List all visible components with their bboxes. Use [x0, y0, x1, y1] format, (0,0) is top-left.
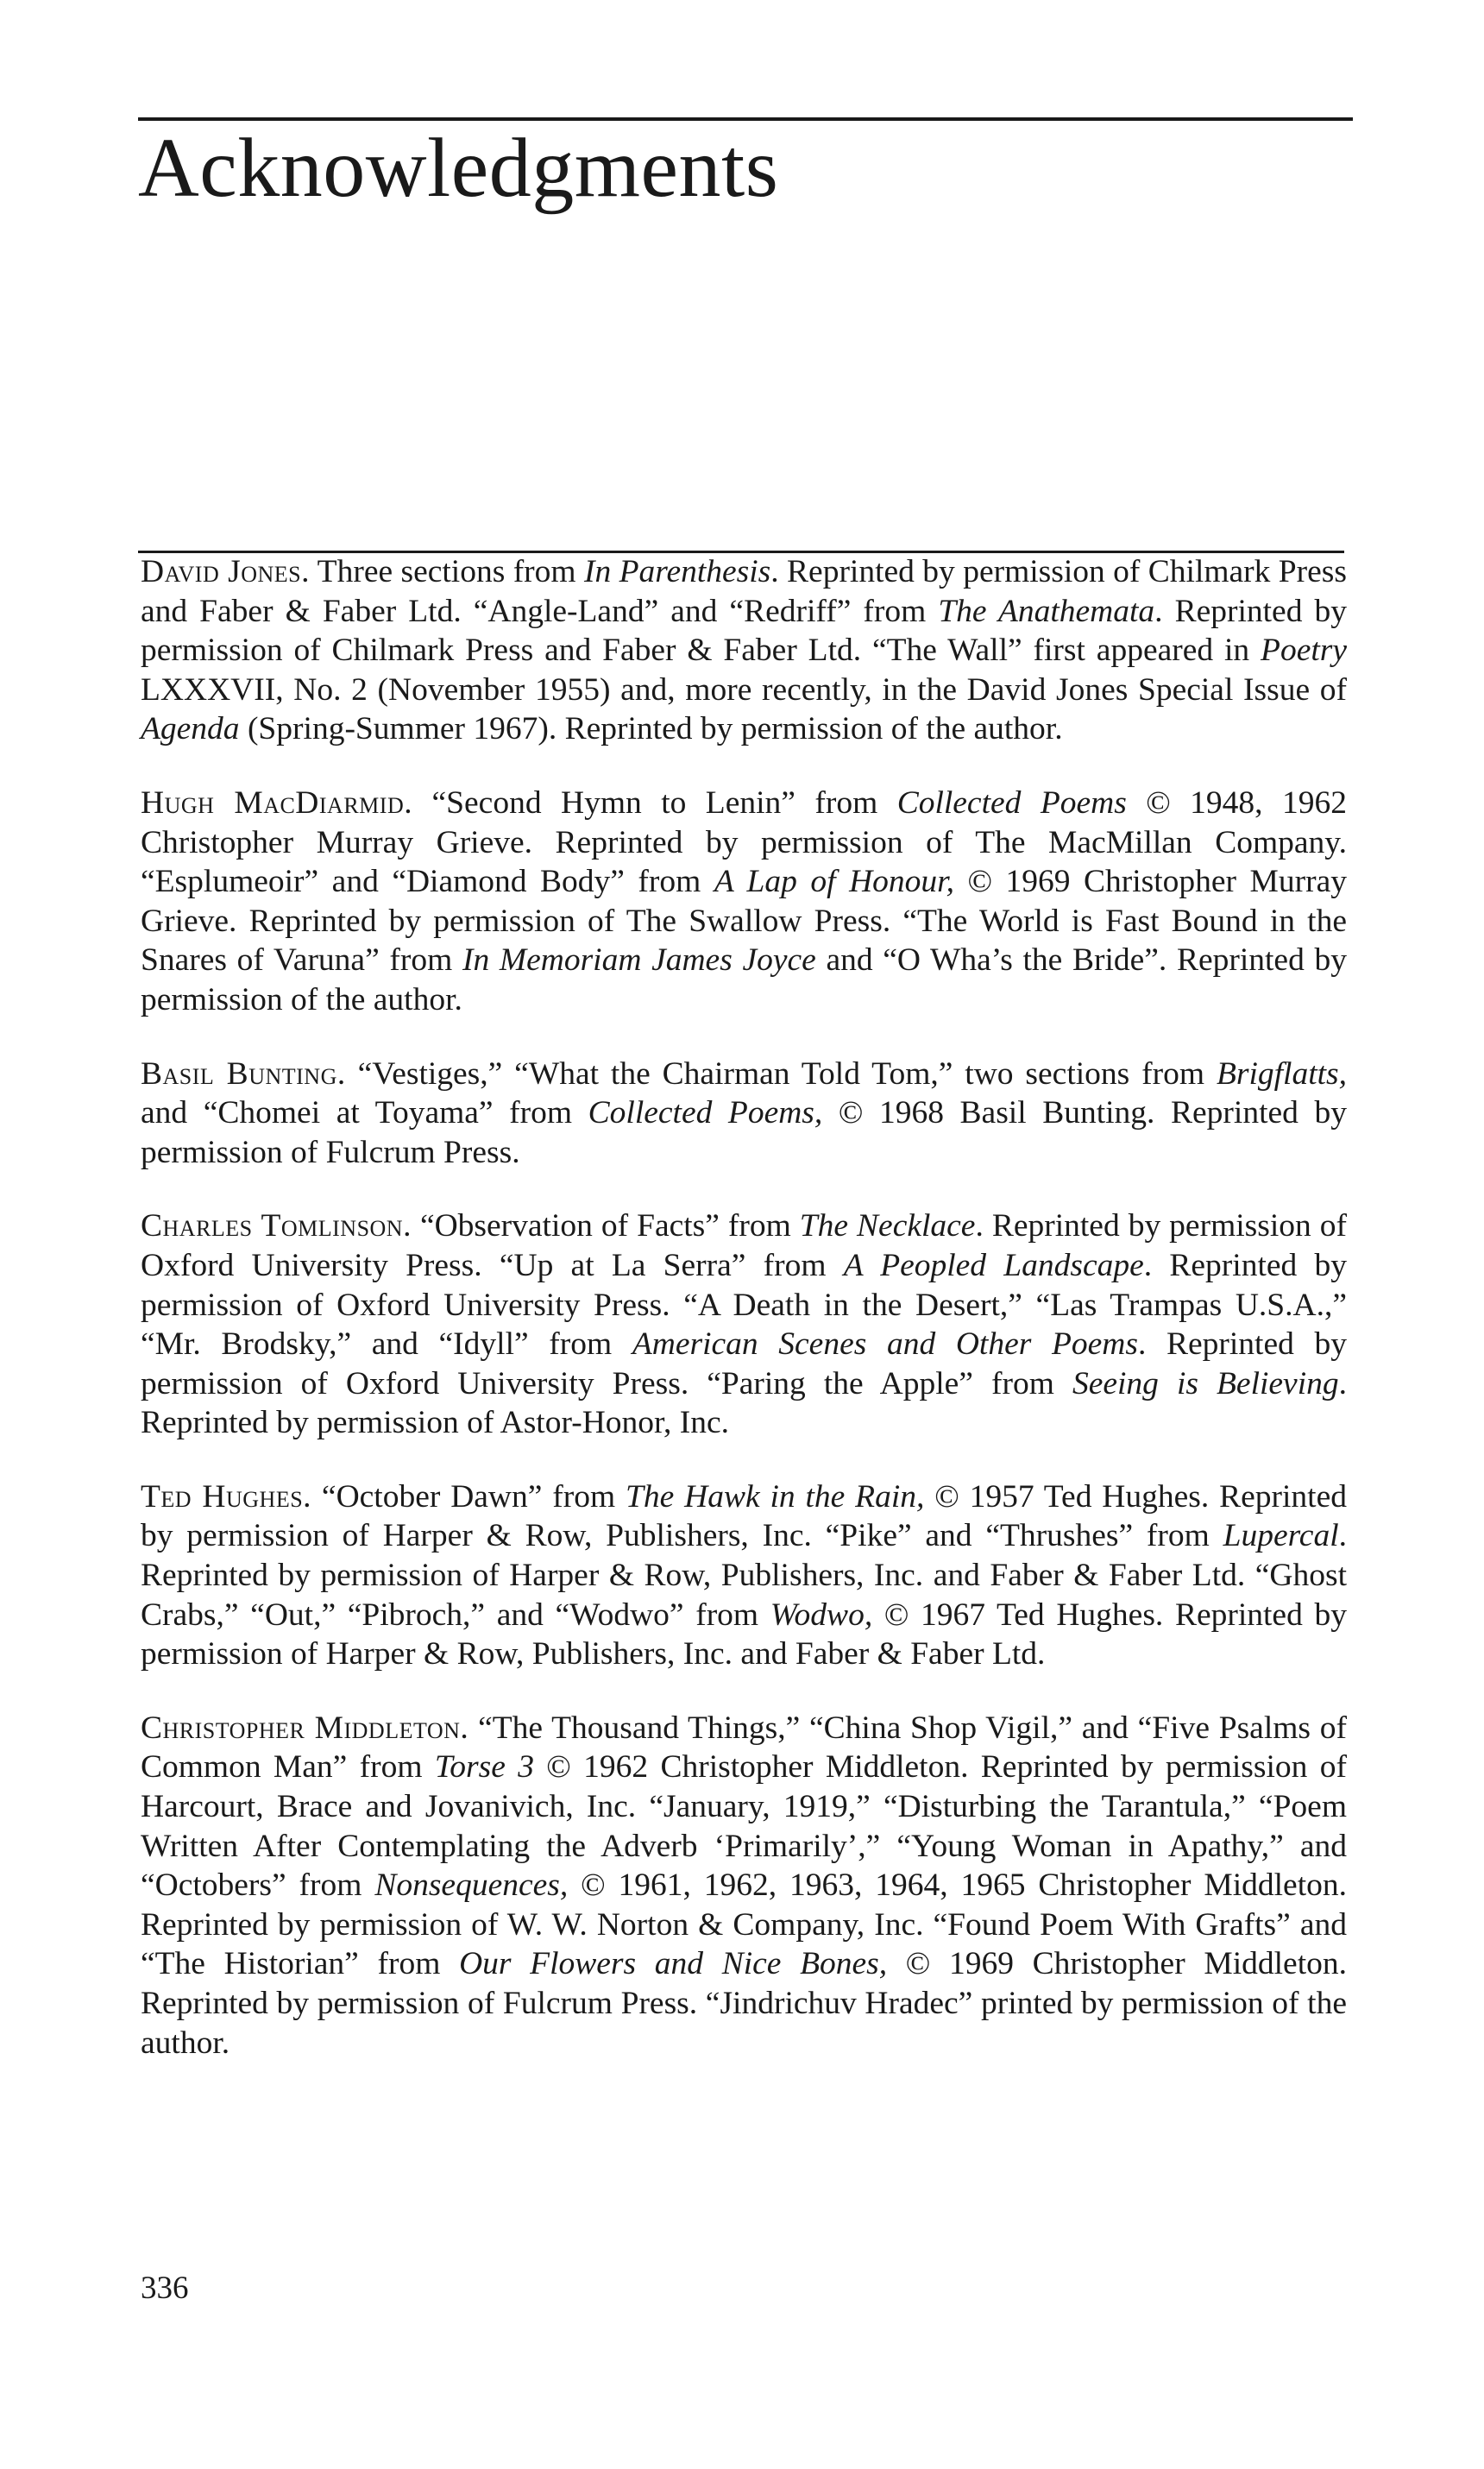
entry-text: © 1968 Basil Bunting. Reprinted by permission of Fulcrum Press.	[141, 1095, 1347, 1170]
work-title: Wodwo,	[770, 1597, 873, 1633]
entry-text: © 1969 Christopher Middleton. Reprinted by permission of Fulcrum Press. “Jindrichuv Hradec” printed by permission of the author.	[141, 1946, 1347, 2061]
work-title: Lupercal	[1223, 1518, 1339, 1554]
entry-text: and “O Wha’s the Bride”. Reprinted by permission of the author.	[141, 942, 1347, 1017]
entry-text: . Reprinted by permission of Oxford University Press. “Paring the Apple” from	[141, 1326, 1347, 1401]
page-title: Acknowledgments	[138, 122, 779, 215]
author-name: Christopher Middleton.	[141, 1710, 469, 1746]
entry-ted-hughes	[141, 1477, 1347, 1674]
entry-basil-bunting	[141, 1055, 1347, 1173]
entry-text: © 1961, 1962, 1963, 1964, 1965 Christopher Middleton. Reprinted by permission of W. W. Norton & Company, Inc. “Found Poem With Grafts” and “The Historian” from	[141, 1867, 1347, 1982]
work-title: The Anathemata	[938, 593, 1155, 629]
title-rule	[138, 117, 1353, 121]
entry-text: “Observation of Facts” from	[411, 1208, 800, 1244]
work-title: A Lap of Honour,	[714, 864, 954, 900]
work-title: The Hawk in the Rain,	[626, 1478, 925, 1515]
entry-text: LXXXVII, No. 2 (November 1955) and, more recently, in the David Jones Special Issue of	[141, 671, 1347, 708]
entry-text: . Reprinted by permission of Oxford University Press. “Up at La Serra” from	[141, 1208, 1347, 1283]
entry-text: . Reprinted by permission of Chilmark Press and Faber & Faber Ltd. “The Wall” first appeared in	[141, 593, 1347, 669]
work-title: A Peopled Landscape	[843, 1247, 1144, 1283]
entry-text: Three sections from	[309, 554, 584, 589]
work-title: Seeing is Believing	[1072, 1365, 1339, 1401]
entry-text: © 1948, 1962 Christopher Murray Grieve. Reprinted by permission of The MacMillan Company. “Esplumeoir” and “Diamond Body” from	[141, 784, 1347, 900]
work-title: Poetry	[1261, 633, 1347, 669]
author-name: Ted Hughes.	[141, 1478, 312, 1515]
work-title: Nonsequences,	[374, 1867, 569, 1904]
entry-text: “Second Hymn to Lenin” from	[412, 784, 897, 821]
entry-christopher-middleton	[141, 1709, 1347, 2063]
entry-text: . Reprinted by permission of Harper & Row, Publishers, Inc. and Faber & Faber Ltd. “Ghost Crabs,” “Out,” “Pibroch,” and “Wodwo” from	[141, 1518, 1347, 1633]
work-title: American Scenes and Other Poems	[632, 1326, 1138, 1363]
work-title: In Parenthesis	[583, 554, 771, 589]
entry-text: “Vestiges,” “What the Chairman Told Tom,” two sections from	[345, 1055, 1217, 1092]
entry-text: . Reprinted by permission of Chilmark Press and Faber & Faber Ltd. “Angle-Land” and “Redriff” from	[141, 554, 1347, 629]
acknowledgment-list	[141, 552, 1347, 2097]
entry-text: © 1967 Ted Hughes. Reprinted by permission of Harper & Row, Publishers, Inc. and Faber & Faber Ltd.	[141, 1597, 1347, 1672]
author-name: David Jones.	[141, 554, 310, 589]
work-title: In Memoriam James Joyce	[462, 942, 816, 979]
work-title: Our Flowers and Nice Bones,	[459, 1946, 888, 1982]
entry-text: © 1957 Ted Hughes. Reprinted by permission of Harper & Row, Publishers, Inc. “Pike” and “Thrushes” from	[141, 1478, 1347, 1554]
author-name: Charles Tomlinson.	[141, 1208, 412, 1244]
entry-text: © 1962 Christopher Middleton. Reprinted by permission of Harcourt, Brace and Jovanivich, Inc. “January, 1919,” “Disturbing the Tarantula,” “Poem Written After Contemplating the Adverb ‘Primarily’,” “Young Woman in Apathy,” and “Octobers” from	[141, 1749, 1347, 1904]
work-title: Agenda	[141, 711, 240, 747]
author-name: Hugh MacDiarmid.	[141, 784, 413, 821]
work-title: Brigflatts,	[1216, 1055, 1348, 1092]
work-title: Collected Poems	[896, 784, 1127, 821]
work-title: The Necklace	[799, 1208, 976, 1244]
entry-text: “The Thousand Things,” “China Shop Vigil,” and “Five Psalms of Common Man” from	[141, 1710, 1347, 1786]
entry-hugh-macdiarmid	[141, 784, 1347, 1020]
entry-text: © 1969 Christopher Murray Grieve. Reprinted by permission of The Swallow Press. “The World is Fast Bound in the Snares of Varuna” from	[141, 864, 1347, 979]
entry-text: “October Dawn” from	[311, 1478, 626, 1515]
work-title: Collected Poems,	[588, 1095, 823, 1131]
page-number: 336	[141, 2271, 189, 2306]
author-name: Basil Bunting.	[141, 1055, 346, 1092]
entry-charles-tomlinson	[141, 1206, 1347, 1443]
entry-text: . Reprinted by permission of Astor-Honor, Inc.	[141, 1365, 1347, 1441]
entry-text: (Spring-Summer 1967). Reprinted by permission of the author.	[239, 711, 1063, 747]
entry-text: . Reprinted by permission of Oxford University Press. “A Death in the Desert,” “Las Trampas U.S.A.,” “Mr. Brodsky,” and “Idyll” from	[141, 1247, 1347, 1363]
entry-text: and “Chomei at Toyama” from	[141, 1095, 588, 1131]
work-title: Torse 3	[434, 1749, 534, 1786]
entry-david-jones	[141, 552, 1347, 749]
